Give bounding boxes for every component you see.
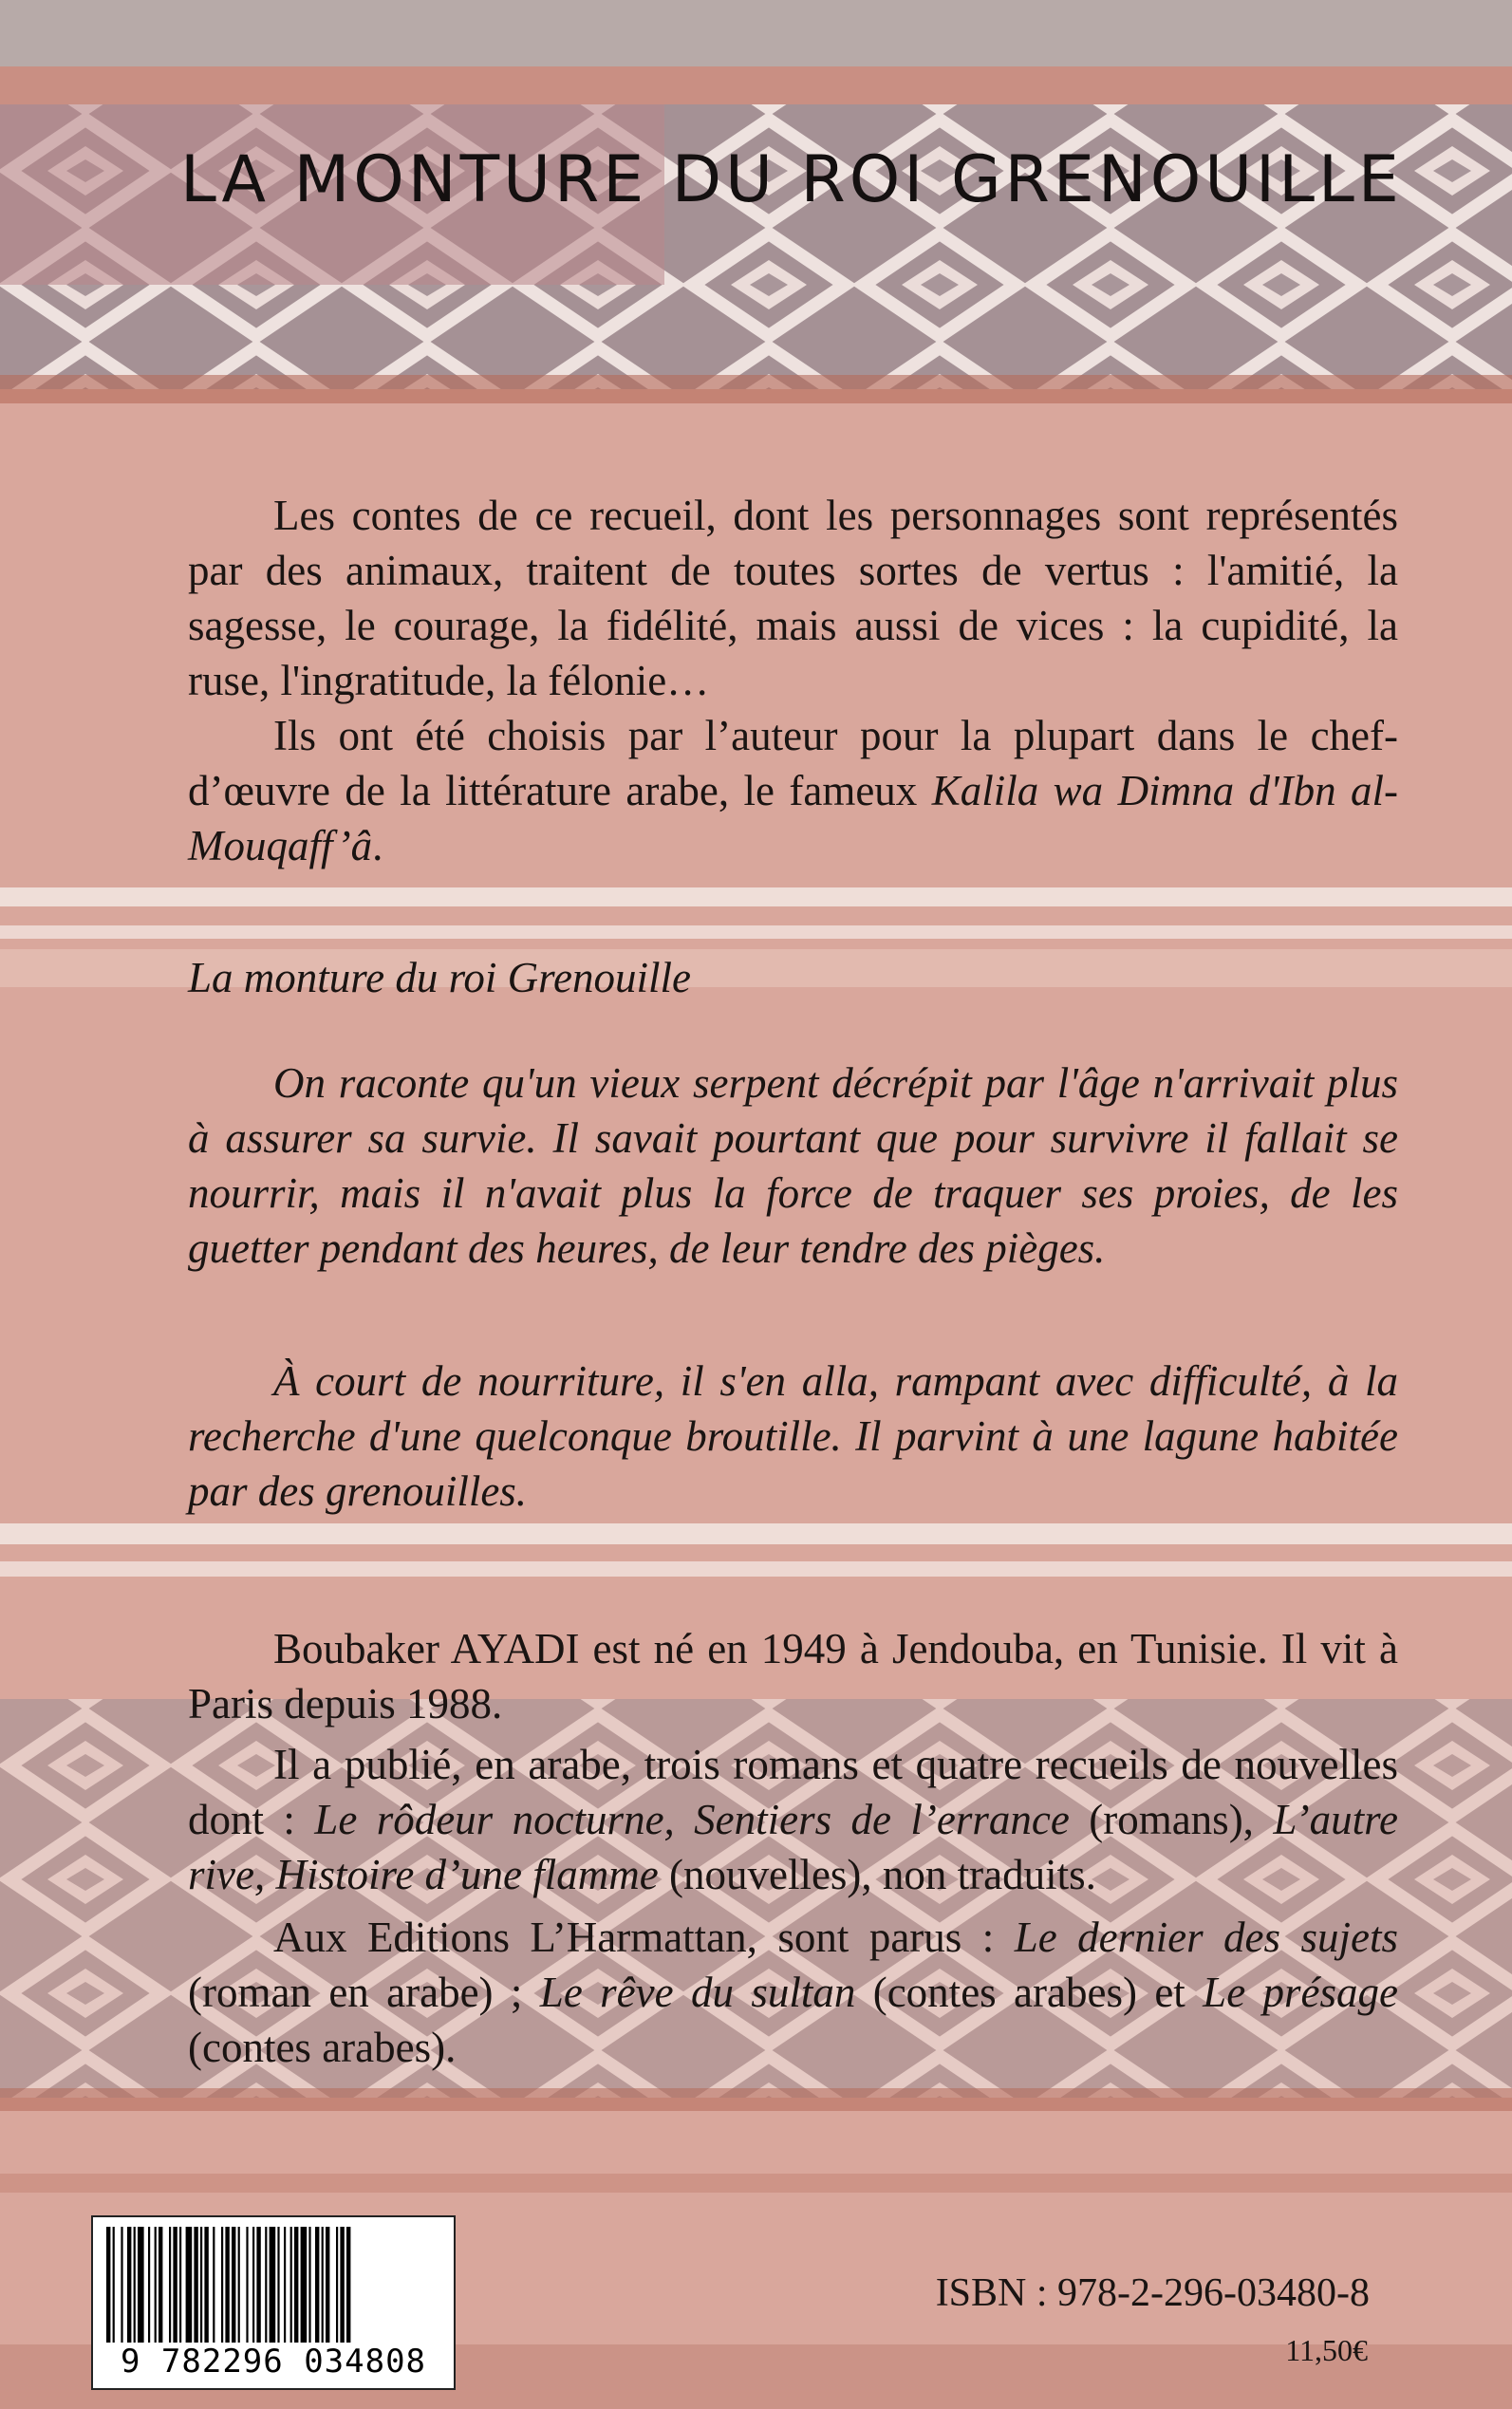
- isbn: ISBN : 978-2-296-03480-8: [935, 2271, 1370, 2315]
- barcode-bar: [194, 2227, 197, 2343]
- book-le-presage: Le présage: [1203, 1969, 1399, 2016]
- excerpt-text-1: On raconte qu'un vieux serpent décrépit par l'âge n'arrivait plus à assurer sa survie. Il savait pourtant que pour survivre il fallait se nourrir, mais il n'avait plus la force de traquer ses proies, de les guetter pendant des heures, de leur tendre des pièges.: [188, 1059, 1398, 1272]
- author-text-2c: (romans),: [1069, 1796, 1274, 1843]
- book-title: LA MONTURE DU ROI GRENOUILLE: [180, 142, 1403, 217]
- barcode-bar: [346, 2227, 350, 2343]
- barcode-bar: [270, 2227, 276, 2343]
- barcode-bar: [204, 2227, 208, 2343]
- author-text-2a: Il a publié, en arabe, trois romans et quatre recueils de nouvelles dont :: [188, 1741, 1398, 1843]
- barcode-bar: [173, 2227, 177, 2343]
- barcode-bar: [113, 2227, 115, 2343]
- barcode-digits: 9 782296 034808: [120, 2343, 427, 2381]
- barcode-bar: [294, 2227, 298, 2343]
- author-text-2e: (nouvelles), non traduits.: [658, 1851, 1096, 1898]
- book-dernier-des-sujets: Le dernier des sujets: [1014, 1914, 1398, 1961]
- excerpt-heading: La monture du roi Grenouille: [188, 954, 691, 1001]
- barcode-bar: [134, 2227, 136, 2343]
- barcode-bar: [155, 2227, 157, 2343]
- barcode-bar: [179, 2227, 181, 2343]
- barcode-bar: [252, 2227, 254, 2343]
- barcode-bar: [127, 2227, 131, 2343]
- barcode-bar: [138, 2227, 144, 2343]
- barcode-bar: [308, 2227, 310, 2343]
- author-novels: Le rôdeur nocturne, Sentiers de l’errance: [314, 1796, 1070, 1843]
- author-text-3a: Aux Editions L’Harmattan, sont parus :: [273, 1914, 1015, 1961]
- barcode-bar: [221, 2227, 223, 2343]
- barcode-bar: [277, 2227, 279, 2343]
- author-stories: L’autre rive, Histoire d’une flamme: [188, 1796, 1398, 1898]
- barcode-bar: [336, 2227, 338, 2343]
- barcode-bars: [106, 2227, 440, 2343]
- barcode-bar: [148, 2227, 150, 2343]
- summary-text-2a: Ils ont été choisis par l’auteur pour la plupart dans le chef-d’œuvre de la littérature arabe, le fameux: [188, 712, 1398, 814]
- summary-paragraph-2: [188, 708, 1398, 873]
- excerpt-paragraph-1: [188, 1055, 1398, 1276]
- author-paragraph-3: [188, 1910, 1398, 2075]
- excerpt-text-2: À court de nourriture, il s'en alla, rampant avec difficulté, à la recherche d'une quelconque broutille. Il parvint à une lagune habitée par des grenouilles.: [188, 1357, 1398, 1515]
- summary-paragraph-1: [188, 488, 1398, 708]
- summary-text-1: Les contes de ce recueil, dont les personnages sont représentés par des animaux, traitent de toutes sortes de vertus : l'amitié, la sagesse, le courage, la fidélité, mais aussi de vices : la cupidité, la ruse, l'ingratitude, la félonie…: [188, 492, 1398, 704]
- barcode-bar: [246, 2227, 248, 2343]
- barcode-bar: [290, 2227, 292, 2343]
- barcode-bar: [106, 2227, 110, 2343]
- barcode-bar: [121, 2227, 122, 2343]
- author-text-3e: (contes arabes) et: [855, 1969, 1204, 2016]
- summary-text-2b: .: [372, 822, 383, 869]
- author-text-3c: (roman en arabe) ;: [188, 1969, 540, 2016]
- author-paragraph-2: [188, 1737, 1398, 1902]
- barcode-bar: [232, 2227, 235, 2343]
- barcode-bar: [301, 2227, 308, 2343]
- barcode-bar: [225, 2227, 229, 2343]
- barcode: [91, 2215, 456, 2390]
- author-text-1: Boubaker AYADI est né en 1949 à Jendouba, en Tunisie. Il vit à Paris depuis 1988.: [188, 1625, 1398, 1727]
- barcode-bar: [238, 2227, 240, 2343]
- barcode-bar: [340, 2227, 344, 2343]
- barcode-bar: [265, 2227, 267, 2343]
- barcode-bar: [200, 2227, 202, 2343]
- author-text-3g: (contes arabes).: [188, 2024, 457, 2071]
- barcode-bar: [315, 2227, 319, 2343]
- summary-work-title: Kalila wa Dimna d'Ibn al-Mouqaff’â: [188, 767, 1399, 869]
- barcode-bar: [169, 2227, 171, 2343]
- barcode-bar: [284, 2227, 286, 2343]
- barcode-bar: [186, 2227, 193, 2343]
- excerpt-paragraph-2: [188, 1354, 1398, 1519]
- barcode-bar: [213, 2227, 215, 2343]
- barcode-bar: [159, 2227, 162, 2343]
- barcode-bar: [256, 2227, 260, 2343]
- barcode-bar: [326, 2227, 329, 2343]
- author-paragraph-1: [188, 1621, 1398, 1731]
- book-reve-du-sultan: Le rêve du sultan: [539, 1969, 856, 2016]
- barcode-bar: [322, 2227, 324, 2343]
- price: 11,50€: [1285, 2333, 1368, 2367]
